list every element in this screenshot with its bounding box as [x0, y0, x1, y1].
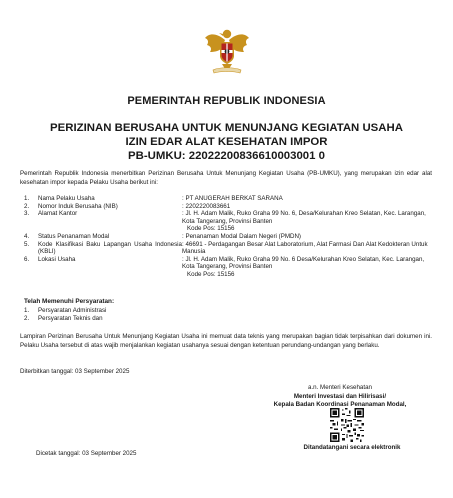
detail-row — [24, 203, 434, 211]
requirements-list — [24, 307, 106, 323]
qr-code-icon — [330, 408, 364, 442]
detail-row — [24, 233, 434, 241]
detail-label: Nomor Induk Berusaha (NIB) — [38, 202, 118, 210]
detail-row — [24, 256, 434, 279]
requirement-text: Persyaratan Teknis dan — [38, 315, 103, 322]
garuda-emblem-icon — [204, 26, 250, 76]
detail-number: 1. — [24, 195, 30, 202]
electronic-signature-note: Ditandatangani secara elektronik — [303, 444, 401, 451]
government-name: PEMERINTAH REPUBLIK INDONESIA — [127, 95, 326, 107]
requirement-item — [24, 315, 106, 323]
detail-number: 5. — [24, 240, 30, 248]
printed-date: Dicetak tanggal: 03 September 2025 — [36, 450, 137, 457]
detail-value: : 46691 - Perdagangan Besar Alat Laboratorium, Alat Farmasi Dan Alat Kedokteran Untuk Manusia — [182, 240, 428, 256]
detail-number: 4. — [24, 232, 30, 240]
detail-value-postcode: Kode Pos: 15156 — [187, 225, 235, 233]
detail-value-address: : Jl. H. Adam Malik, Ruko Graha 99 No. 6 Desa/Kelurahan Kreo Selatan, Kec. Larangan, Kota Tangerang, Provinsi Banten — [182, 255, 425, 271]
intro-paragraph: Pemerintah Republik Indonesia menerbitkan Perizinan Berusaha Untuk Menunjang Kegiatan Usaha (PB-UMKU), yang merupakan izin edar alat kesehatan impor kepada Pelaku Usaha berikut ini: — [20, 170, 432, 186]
detail-value: : Penanaman Modal Dalam Negeri (PMDN) — [182, 232, 301, 240]
requirement-number: 2. — [24, 315, 30, 322]
detail-label: Alamat Kantor — [38, 210, 78, 218]
requirement-item — [24, 307, 106, 315]
business-details — [24, 195, 434, 279]
signature-block — [240, 384, 440, 410]
body-paragraph: Lampiran Perizinan Berusaha Untuk Menunjang Kegiatan Usaha ini memuat data teknis yang merupakan bagian tidak terpisahkan dari dokumen ini. Pelaku Usaha tersebut di atas wajib menjalankan kegiatan usahanya sesuai dengan ketentuan perundang-undangan yang berlaku. — [20, 333, 432, 349]
detail-label: Status Penanaman Modal — [38, 232, 110, 240]
issued-date: Diterbitkan tanggal: 03 September 2025 — [20, 368, 130, 375]
detail-row — [24, 195, 434, 203]
detail-value-postcode: Kode Pos: 15156 — [187, 270, 235, 278]
signature-line-2: Menteri Investasi dan Hilirisasi/ — [293, 392, 387, 400]
detail-value: : PT ANUGERAH BERKAT SARANA — [182, 195, 283, 202]
document-subtitle: IZIN EDAR ALAT KESEHATAN IMPOR — [125, 136, 328, 148]
detail-value — [182, 256, 434, 279]
pb-umku-number: PB-UMKU: 22022200836610003001 0 — [128, 150, 325, 162]
document-title: PERIZINAN BERUSAHA UNTUK MENUNJANG KEGIATAN USAHA — [50, 122, 403, 134]
detail-row — [24, 210, 434, 233]
requirements-title: Telah Memenuhi Persyaratan: — [24, 298, 115, 305]
detail-number: 3. — [24, 210, 30, 218]
detail-row — [24, 241, 434, 256]
detail-value-address: : Jl. H. Adam Malik, Ruko Graha 99 No. 6, Desa/Kelurahan Kreo Selatan, Kec. Larangan, Kota Tangerang, Provinsi Banten — [182, 210, 426, 225]
requirement-text: Persyaratan Administrasi — [38, 307, 107, 314]
detail-label: Kode Klasifikasi Baku Lapangan Usaha Indonesia (KBLI) — [38, 240, 182, 256]
detail-value — [182, 210, 434, 233]
detail-number: 6. — [24, 255, 30, 263]
signature-line-3: Kepala Badan Koordinasi Penanaman Modal, — [273, 401, 407, 409]
detail-number: 2. — [24, 202, 30, 210]
detail-label: Lokasi Usaha — [38, 255, 76, 263]
detail-value: : 2202220083661 — [182, 202, 231, 210]
signature-line-1: a.n. Menteri Kesehatan — [308, 384, 372, 391]
requirement-number: 1. — [24, 307, 30, 314]
detail-label: Nama Pelaku Usaha — [38, 195, 95, 202]
